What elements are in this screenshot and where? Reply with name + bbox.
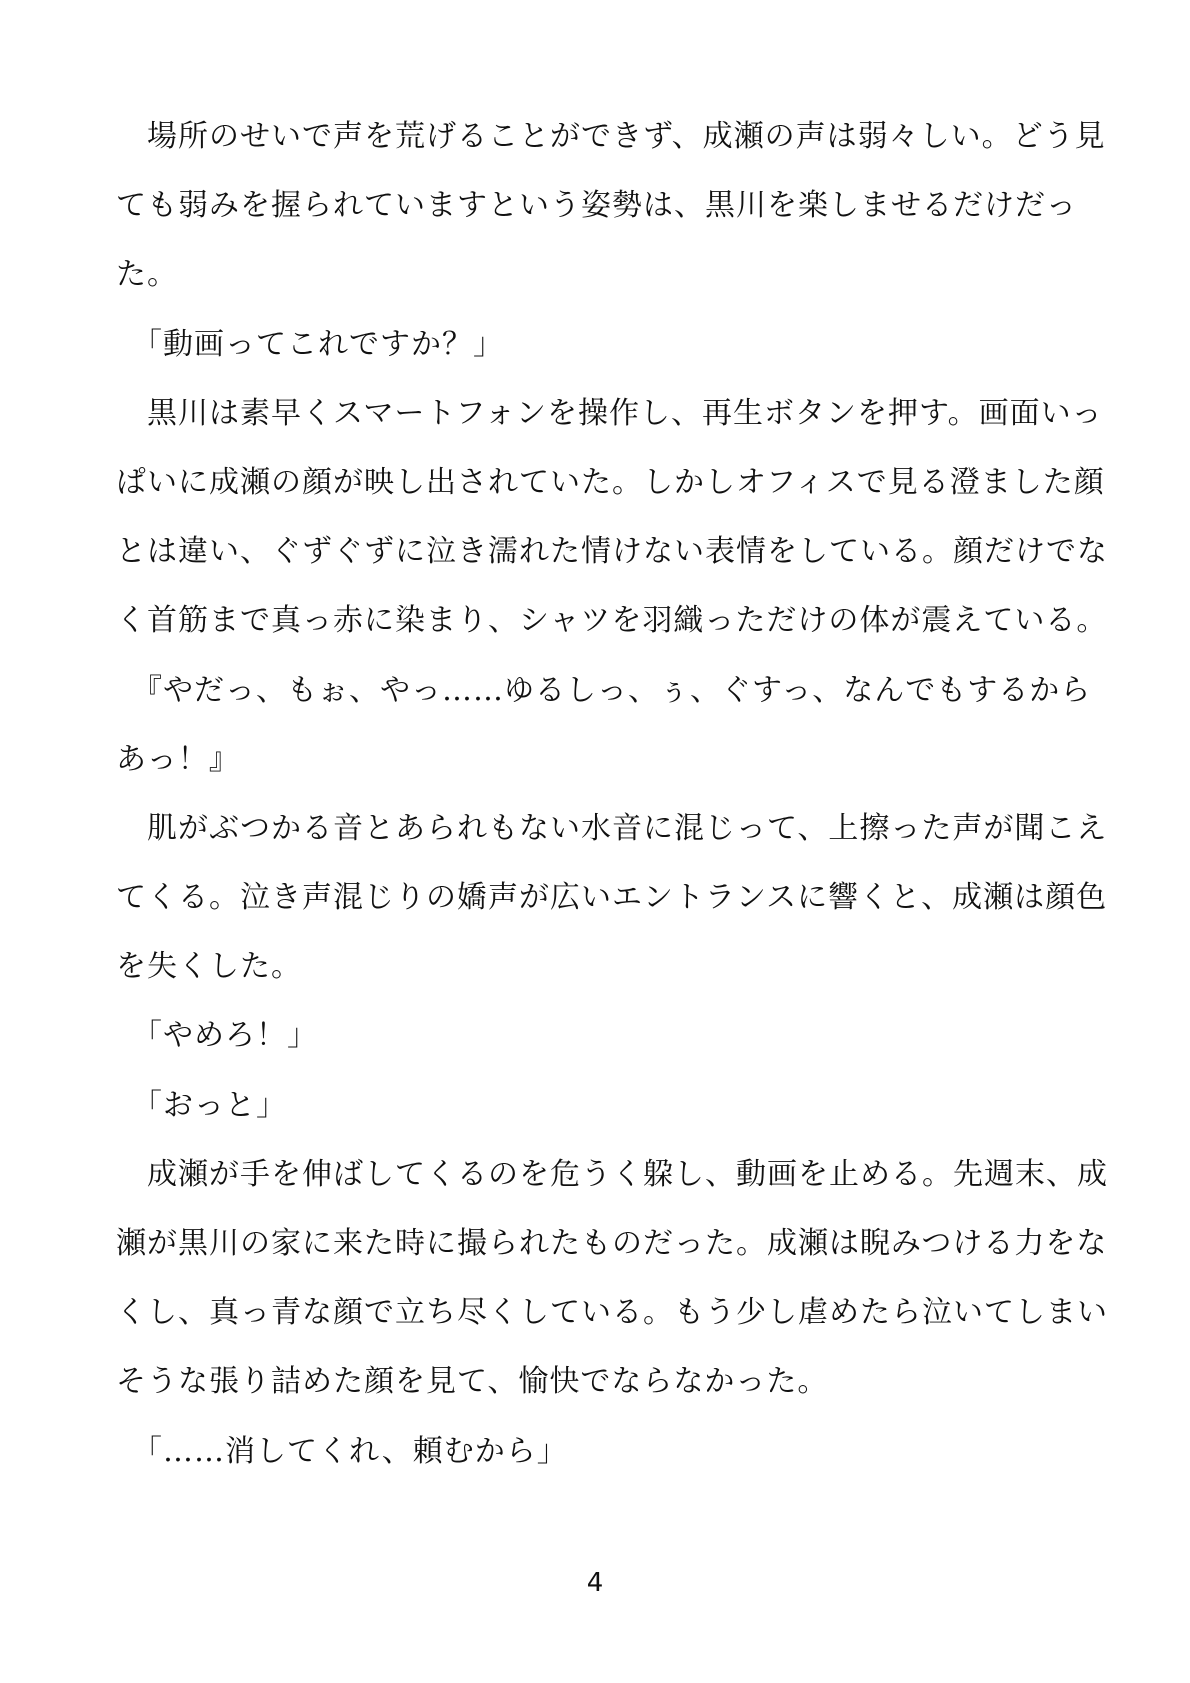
text-line: 「動画ってこれですか？」 [116,326,504,362]
text-line: 黒川は素早くスマートフォンを操作し、再生ボタンを押す。画面いっ [116,395,1103,431]
text-line: ても弱みを握られていますという姿勢は、黒川を楽しませるだけだっ [116,188,1077,224]
text-line: 瀬が黒川の家に来た時に撮られたものだった。成瀬は睨みつける力をな [116,1226,1108,1261]
text-line: 場所のせいで声を荒げることができず、成瀬の声は弱々しい。どう見 [116,119,1106,154]
text-line: 肌がぶつかる音とあられもない水音に混じって、上擦った声が聞こえ [116,810,1108,846]
text-line: とは違い、ぐずぐずに泣き濡れた情けない表情をしている。顔だけでな [116,534,1108,570]
text-line: 「……消してくれ、頼むから」 [116,1433,568,1469]
page-number: 4 [586,1568,604,1598]
text-line: 「おっと」 [116,1087,287,1123]
text-line: を失くした。 [116,949,302,985]
text-line: てくる。泣き声混じりの嬌声が広いエントランスに響くと、成瀬は顔色 [116,880,1108,916]
text-line: 『やだっ、もぉ、やっ……ゆるしっ、ぅ、ぐすっ、なんでもするから [116,672,1092,708]
text-line: た。 [116,257,178,293]
text-line: あっ！』 [116,741,240,777]
text-line: 成瀬が手を伸ばしてくるのを危うく躱し、動画を止める。先週末、成 [116,1156,1108,1192]
text-line: く首筋まで真っ赤に染まり、シャツを羽織っただけの体が震えている。 [116,603,1108,639]
text-line: そうな張り詰めた顔を見て、愉快でならなかった。 [116,1364,829,1400]
text-line: 「やめろ！」 [116,1018,318,1054]
body-text [116,102,1108,1486]
text-line: ぱいに成瀬の顔が映し出されていた。しかしオフィスで見る澄ました顔 [116,464,1105,500]
text-line: くし、真っ青な顔で立ち尽くしている。もう少し虐めたら泣いてしまい [116,1295,1108,1331]
